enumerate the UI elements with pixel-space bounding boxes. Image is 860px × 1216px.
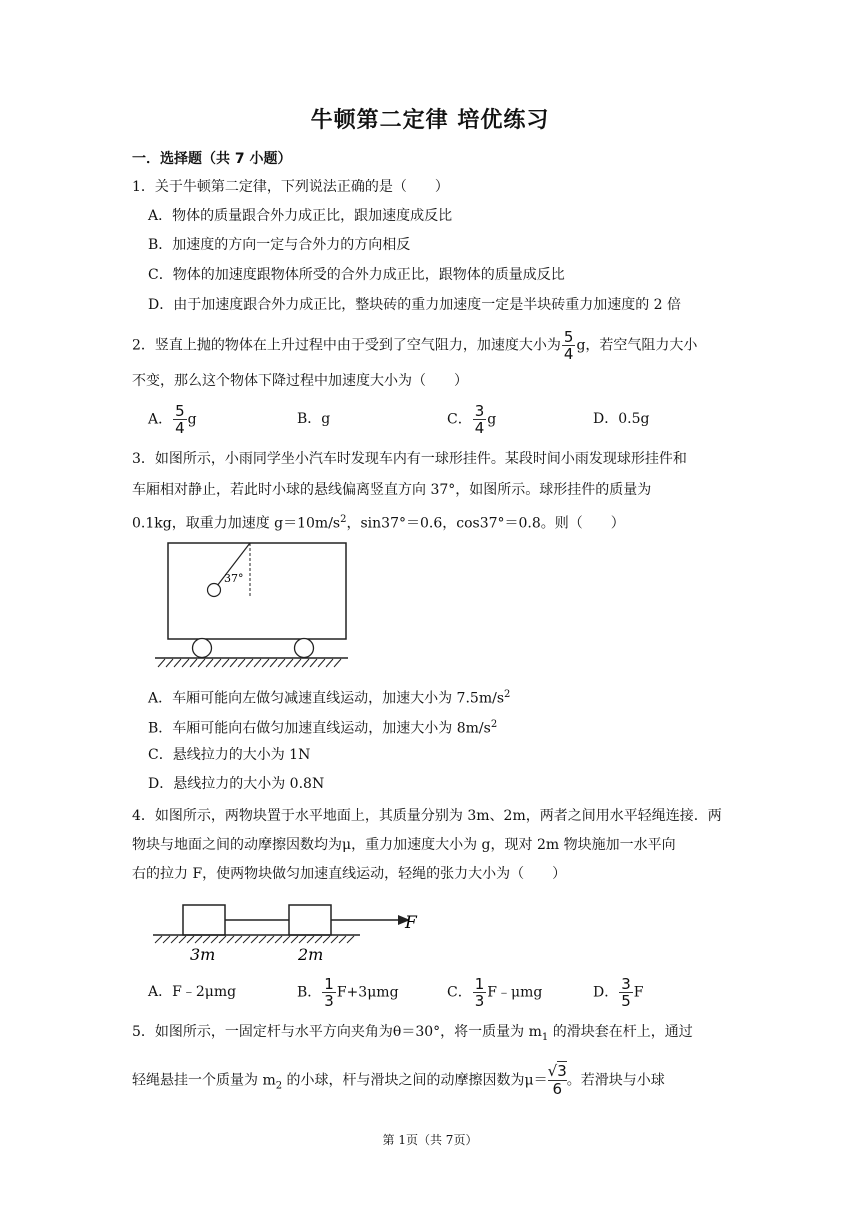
q1-stem: 1．关于牛顿第二定律，下列说法正确的是（ ）: [132, 179, 449, 195]
q3-option-c: C．悬线拉力的大小为 1N: [148, 747, 311, 763]
q1-option-d: D．由于加速度跟合外力成正比，整块砖的重力加速度一定是半块砖重力加速度的 2 倍: [148, 297, 682, 313]
q5-stem-line1: 5．如图所示，一固定杆与水平方向夹角为θ＝30°，将一质量为 $m_1$ 的滑块套在杆上，通过: [132, 1024, 693, 1043]
q2-option-a: A． $\frac{5}{4}$ g: [148, 402, 197, 437]
q2-stem-text-end: g，若空气阻力大小: [576, 337, 698, 354]
q2-stem-line2: 不变，那么这个物体下降过程中加速度大小为（ ）: [132, 373, 468, 389]
q3-option-d: D．悬线拉力的大小为 0.8N: [148, 776, 325, 792]
q5-sqrt-fraction: $\frac{√3}{6}$: [547, 1062, 567, 1098]
block-3m-label: 3m: [190, 945, 216, 962]
q2-option-b: B．g: [297, 411, 331, 427]
section-heading: 一．选择题（共 7 小题）: [132, 151, 292, 167]
page-title: 牛顿第二定律 培优练习: [310, 108, 550, 133]
q3-option-a: A．车厢可能向左做匀减速直线运动，加速大小为 $7.5m/s^2$: [148, 689, 511, 707]
q4-stem-line3: 右的拉力 F，使两物块做匀加速直线运动，轻绳的张力大小为（ ）: [132, 866, 567, 882]
q4-option-d: D． $\frac{3}{5}$ F: [593, 975, 644, 1010]
q1-option-a: A．物体的质量跟合外力成正比，跟加速度成反比: [148, 208, 453, 224]
angle-label: 37°: [224, 572, 244, 585]
q4-stem-line1: 4．如图所示，两物块置于水平地面上，其质量分别为 3m、2m，两者之间用水平轻绳连接．两: [132, 808, 722, 824]
q3-option-b: B．车厢可能向右做匀加速直线运动，加速大小为 $8m/s^2$: [148, 719, 498, 737]
q3-stem-line3: 0.1kg，取重力加速度 $g=10m/s^2$，sin37°＝0.6，cos37°＝0.8。则（ ）: [132, 514, 625, 532]
q1-option-c: C．物体的加速度跟物体所受的合外力成正比，跟物体的质量成反比: [148, 267, 565, 283]
q3-stem-line1: 3．如图所示，小雨同学坐小汽车时发现车内有一球形挂件。某段时间小雨发现球形挂件和: [132, 451, 687, 467]
two-blocks-figure: [150, 898, 420, 962]
q4-option-a: A．F﹣2μmg: [148, 984, 237, 1000]
q2-stem-fraction: $\frac{5}{4}$: [563, 328, 574, 363]
q1-option-b: B．加速度的方向一定与合外力的方向相反: [148, 237, 411, 253]
block-2m-label: 2m: [298, 945, 324, 962]
force-label: F: [405, 913, 417, 933]
page-footer: 第 1页（共 7页）: [382, 1133, 478, 1147]
q2-option-d: D．0.5g: [593, 411, 650, 427]
q5-stem-line2: 轻绳悬挂一个质量为 $m_2$ 的小球，杆与滑块之间的动摩擦因数为μ＝ $\frac{√3}{6}$。若滑块与小球: [132, 1062, 665, 1098]
q3-stem-line2: 车厢相对静止，若此时小球的悬线偏离竖直方向 37°，如图所示。球形挂件的质量为: [132, 482, 652, 498]
q2-option-c: C． $\frac{3}{4}$ g: [447, 402, 497, 437]
q4-stem-line2: 物块与地面之间的动摩擦因数均为μ，重力加速度大小为 g，现对 2m 物块施加一水平向: [132, 837, 676, 853]
q2-stem-text: 2．竖直上抛的物体在上升过程中由于受到了空气阻力，加速度大小为: [132, 337, 561, 354]
q2-stem-line1: [132, 329, 697, 362]
car-pendulum-figure: [150, 540, 350, 675]
q4-option-c: C． $\frac{1}{3}$ F﹣μmg: [447, 975, 543, 1010]
q4-option-b: B． $\frac{1}{3}$ F+3μmg: [297, 975, 399, 1010]
